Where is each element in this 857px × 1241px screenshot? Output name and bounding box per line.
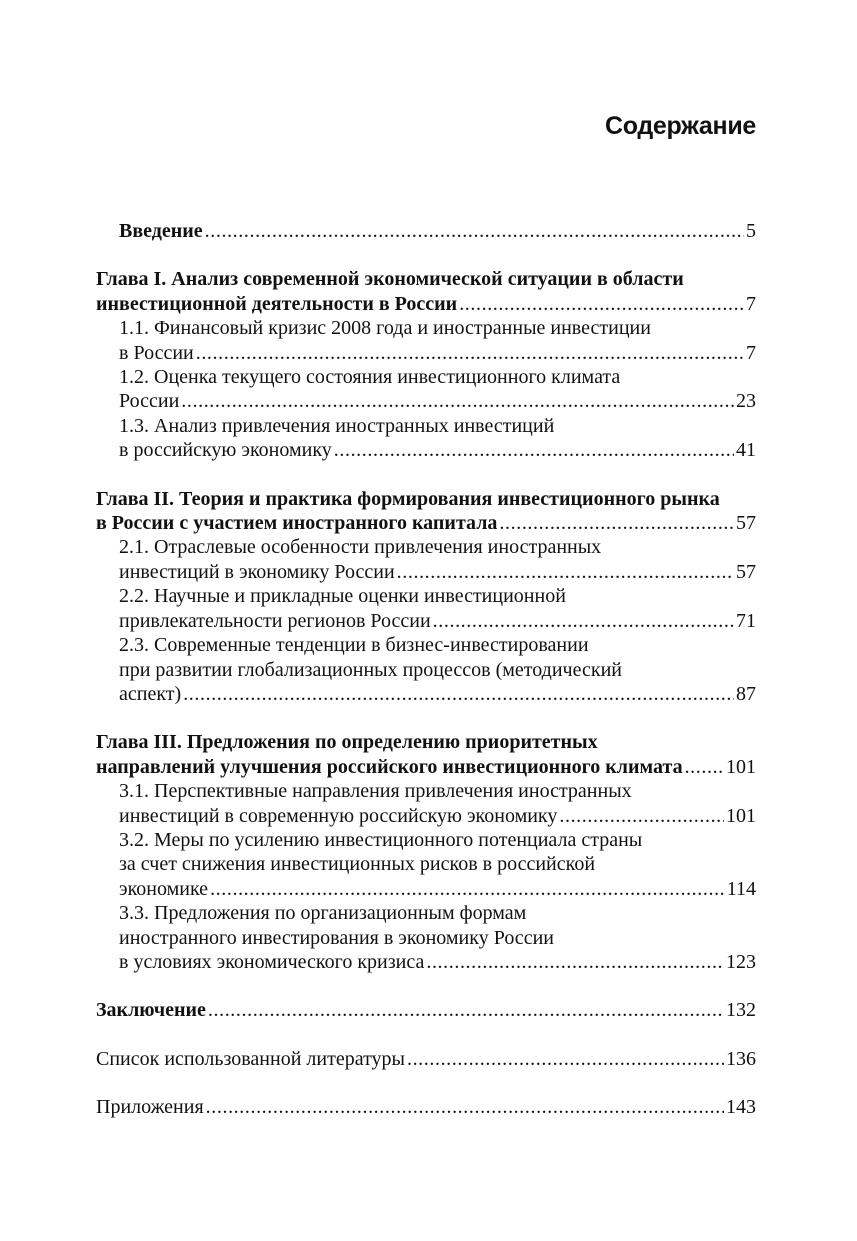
toc-section-1-1[interactable] [96, 316, 756, 365]
section-title-line: аспект) [119, 682, 182, 705]
section-title-line: России [119, 390, 180, 413]
section-title-line: при развитии глобализационных процессов (методический [119, 658, 622, 681]
toc-entry-conclusion[interactable] [96, 998, 756, 1022]
section-title-line: 1.3. Анализ привлечения иностранных инвестиций [119, 414, 555, 437]
chapter-title-line: в России с участием иностранного капитала [96, 512, 498, 535]
page-number: 132 [726, 999, 756, 1022]
section-title-line: инвестиций в современную российскую экономику [119, 804, 558, 827]
section-title-line: 3.2. Меры по усилению инвестиционного потенциала страны [119, 828, 643, 851]
page-number: 114 [726, 877, 756, 900]
page-number: 7 [746, 341, 756, 364]
page-number: 136 [726, 1047, 756, 1070]
dot-leader [334, 438, 734, 462]
dot-leader [196, 341, 744, 365]
toc-section-2-2[interactable] [96, 584, 756, 633]
section-title-line: привлекательности регионов России [119, 609, 431, 632]
section-title-line: в российскую экономику [119, 439, 332, 462]
toc-entry-label: Введение [119, 220, 203, 242]
toc-chapter-1[interactable] [96, 267, 756, 316]
dot-leader [685, 755, 724, 779]
dot-leader [205, 219, 744, 243]
section-title-line: 3.1. Перспективные направления привлечения иностранных [119, 780, 632, 803]
dot-leader [208, 998, 724, 1022]
page-number: 71 [736, 609, 756, 632]
chapter-title-line: инвестиционной деятельности в России [96, 292, 458, 315]
dot-leader [426, 950, 724, 974]
toc-entry-label: Заключение [96, 999, 206, 1022]
toc-entry-label: Список использованной литературы [96, 1047, 405, 1070]
section-title-line: 1.2. Оценка текущего состояния инвестиционного климата [119, 366, 621, 389]
toc-chapter-2[interactable] [96, 487, 756, 536]
page-number: 101 [726, 804, 756, 827]
page-number: 87 [736, 682, 756, 705]
toc-section-3-3[interactable] [96, 901, 756, 974]
dot-leader [210, 877, 725, 901]
dot-leader [183, 682, 734, 706]
toc-section-3-1[interactable] [96, 779, 756, 828]
dot-leader [397, 560, 734, 584]
page-number: 57 [736, 560, 756, 583]
toc-section-2-3[interactable] [96, 633, 756, 706]
page-number: 57 [736, 512, 756, 535]
page-title: Содержание [604, 112, 756, 140]
section-title-line: 2.1. Отраслевые особенности привлечения иностранных [119, 536, 602, 559]
dot-leader [459, 292, 744, 316]
toc-section-1-3[interactable] [96, 414, 756, 463]
page-number: 5 [746, 220, 756, 242]
toc-entry-label: Приложения [96, 1096, 204, 1119]
section-title-line: в условиях экономического кризиса [119, 950, 425, 973]
page-number: 143 [726, 1096, 756, 1119]
section-title-line: за счет снижения инвестиционных рисков в российской [119, 853, 596, 876]
page-number: 101 [726, 755, 756, 778]
dot-leader [206, 1095, 724, 1119]
chapter-title-line: Глава III. Предложения по определению приоритетных [96, 731, 598, 754]
chapter-title-line: направлений улучшения российского инвестиционного климата [96, 755, 683, 778]
page-number: 123 [726, 950, 756, 973]
toc-chapter-3[interactable] [96, 730, 756, 779]
toc-section-1-2[interactable] [96, 365, 756, 414]
page-number: 23 [736, 390, 756, 413]
section-title-line: экономике [119, 877, 209, 900]
section-title-line: в России [119, 341, 194, 364]
chapter-title-line: Глава I. Анализ современной экономической ситуации в области [96, 268, 684, 291]
section-title-line: 2.2. Научные и прикладные оценки инвестиционной [119, 585, 566, 608]
toc-section-2-1[interactable] [96, 535, 756, 584]
toc-entry-appendices[interactable] [96, 1095, 756, 1119]
dot-leader [181, 389, 734, 413]
dot-leader [407, 1047, 724, 1071]
dot-leader [433, 609, 734, 633]
chapter-title-line: Глава II. Теория и практика формирования инвестиционного рынка [96, 487, 720, 510]
toc-entry-intro[interactable] [96, 219, 756, 243]
toc-section-3-2[interactable] [96, 828, 756, 901]
toc-entry-references[interactable] [96, 1047, 756, 1071]
page-number: 41 [736, 439, 756, 462]
section-title-line: 1.1. Финансовый кризис 2008 года и иностранные инвестиции [119, 317, 651, 340]
dot-leader [559, 804, 724, 828]
section-title-line: инвестиций в экономику России [119, 560, 395, 583]
section-title-line: иностранного инвестирования в экономику России [119, 926, 554, 949]
page-number: 7 [746, 292, 756, 315]
section-title-line: 3.3. Предложения по организационным формам [119, 902, 527, 925]
dot-leader [499, 511, 734, 535]
section-title-line: 2.3. Современные тенденции в бизнес-инвестировании [119, 634, 589, 657]
table-of-contents [96, 219, 756, 1120]
